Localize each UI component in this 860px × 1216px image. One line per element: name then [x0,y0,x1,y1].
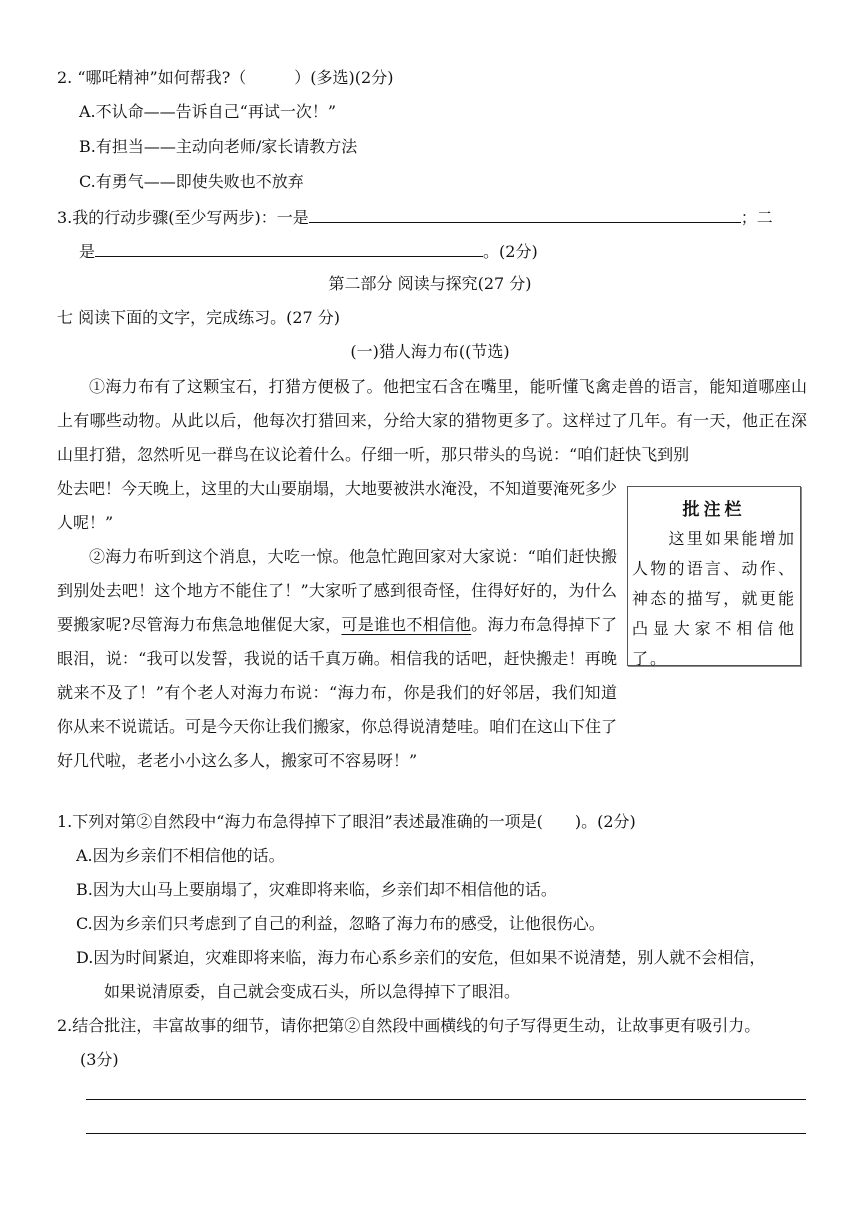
q2-stem: 2. “哪吒精神”如何帮我?（ ）(多选)(2分) [57,68,394,87]
passage-title: (一)猎人海力布((节选) [350,342,510,361]
q1-option-d: D.因为时间紧迫，灾难即将来临，海力布心系乡亲们的安危，但如果不说清楚，别人就不会相信， [76,948,766,967]
q1-option-a: A.因为乡亲们不相信他的话。 [76,846,285,865]
p2-after: 。海力布急得掉下了眼泪，说：“我可以发誓，我说的话千真万确。相信我的话吧，赶快搬走！再晚就来不及了！”有个老人对海力布说：“海力布，你是我们的好邻居，我们知道你从来不说谎话。可是今天你让我们搬家，你总得说清楚哇。咱们在这山下住了好几代啦，老老小小这么多人，搬家可不容易呀！” [57,615,618,770]
q3-line2-prefix: 是 [79,242,96,261]
q3-prefix: 3.我的行动步骤(至少写两步)：一是 [57,208,309,227]
q3-score: 。(2分) [483,242,538,261]
q3-separator: ；二 [740,208,773,227]
q2-option-a: A.不认命——告诉自己“再试一次！” [79,102,337,121]
q1-stem: 1.下列对第②自然段中“海力布急得掉下了眼泪”表述最准确的一项是( )。(2分) [57,812,636,831]
answer-line-2[interactable] [86,1133,806,1134]
q2-option-c: C.有勇气——即使失败也不放弃 [79,172,304,191]
annotation-box [627,486,801,666]
passage-paragraph-1-cont: 处去吧！今天晚上，这里的大山要崩塌，大地要被洪水淹没，不知道要淹死多少人呢！” [57,479,618,532]
q3-answer-blank-1[interactable] [309,206,741,223]
q1-option-d-cont: 如果说清原委，自己就会变成石头，所以急得掉下了眼泪。 [104,982,521,1001]
passage-paragraph-2 [57,540,617,778]
passage-paragraph-1: ①海力布有了这颗宝石，打猎方便极了。他把宝石含在嘴里，能听懂飞禽走兽的语言，能知道哪座山上有哪些动物。从此以后，他每次打猎回来，分给大家的猎物更多了。这样过了几年。有一天，他正在深山里打猎，忽然听见一群鸟在议论着什么。仔细一听，那只带头的鸟说：“咱们赶快飞到别 [57,377,807,464]
annotation-title: 批注栏 [682,500,746,520]
annotation-body: 这里如果能增加人物的语言、动作、神态的描写，就更能凸显大家不相信他了。 [632,529,796,668]
q2-option-b: B.有担当——主动向老师/家长请教方法 [79,137,358,156]
q3-line1 [57,206,773,228]
part2-title: 第二部分 阅读与探究(27 分) [328,274,532,293]
q3-line2 [79,240,538,262]
p2-underlined-sentence: 可是谁也不相信他 [341,615,472,634]
q3-answer-blank-2[interactable] [95,240,483,257]
q1-option-b: B.因为大山马上要崩塌了，灾难即将来临，乡亲们却不相信他的话。 [76,880,557,899]
section7-title: 七 阅读下面的文字，完成练习。(27 分) [57,308,341,327]
q1-option-c: C.因为乡亲们只考虑到了自己的利益，忽略了海力布的感受，让他很伤心。 [76,914,605,933]
p2-before: ②海力布听到这个消息，大吃一惊。他急忙跑回家对大家说：“咱们赶快搬到别处去吧！这个地方不能住了！”大家听了感到很奇怪，住得好好的，为什么要搬家呢?尽管海力布焦急地催促大家， [57,547,617,634]
answer-line-1[interactable] [86,1099,806,1100]
q2b-score: (3分) [80,1050,119,1069]
q2b-stem: 2.结合批注，丰富故事的细节，请你把第②自然段中画横线的句子写得更生动，让故事更有吸引力。 [57,1016,761,1035]
